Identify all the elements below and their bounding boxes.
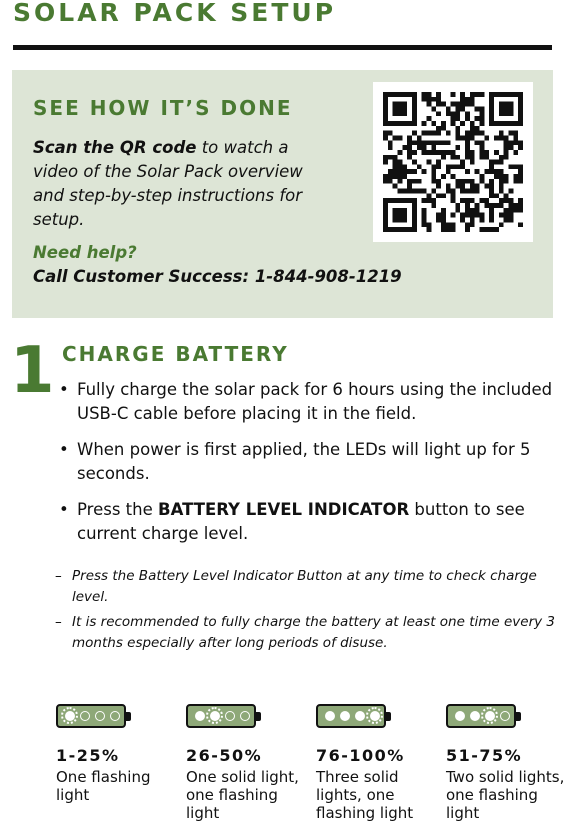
solid-led-icon: [455, 711, 465, 721]
list-item: [57, 378, 557, 426]
level-range: 76-100%: [316, 746, 405, 765]
customer-success-phone[interactable]: Call Customer Success: 1-844-908-1219: [33, 267, 402, 286]
bullet-text-post: button to see current charge level.: [77, 500, 525, 543]
off-led-icon: [500, 711, 510, 721]
note-item: – It is recommended to fully charge the battery at least one time every 3 months especially after long periods of disuse.: [55, 612, 560, 654]
solid-led-icon: [355, 711, 365, 721]
off-led-icon: [95, 711, 105, 721]
level-range: 51-75%: [446, 746, 523, 765]
flashing-led-icon: [210, 711, 220, 721]
scan-instructions-rest: to watch a video of the Solar Pack overview and step-by-step instructions for setup.: [33, 138, 303, 229]
list-item: [57, 498, 557, 546]
battery-cap: [256, 712, 261, 721]
list-item: [57, 438, 557, 486]
level-range: 1-25%: [56, 746, 120, 765]
level-description: One flashing light: [56, 768, 151, 804]
battery-icon: [186, 704, 256, 728]
battery-cap: [516, 712, 521, 721]
level-description: Three solid lights, one flashing light: [316, 768, 414, 822]
battery-cap: [386, 712, 391, 721]
battery-level-1-25: [56, 704, 181, 804]
qr-code-graphic: [383, 92, 523, 232]
solid-led-icon: [340, 711, 350, 721]
solid-led-icon: [195, 711, 205, 721]
step-number: 1: [10, 334, 55, 408]
title-divider: [13, 45, 552, 50]
battery-icon: [316, 704, 386, 728]
off-led-icon: [240, 711, 250, 721]
off-led-icon: [225, 711, 235, 721]
battery-icon: [446, 704, 516, 728]
battery-level-51-75: [446, 704, 571, 822]
flashing-led-icon: [485, 711, 495, 721]
solid-led-icon: [325, 711, 335, 721]
video-help-panel: [12, 70, 553, 318]
qr-code-icon[interactable]: [373, 82, 533, 242]
scan-instructions: [33, 136, 323, 232]
battery-level-legend: [0, 704, 577, 828]
battery-level-indicator-label: BATTERY LEVEL INDICATOR: [158, 500, 410, 519]
help-contact: [33, 241, 402, 289]
battery-cap: [126, 712, 131, 721]
level-description: Two solid lights, one flashing light: [446, 768, 565, 822]
bullet-text-pre: Press the: [77, 500, 158, 519]
step-heading: CHARGE BATTERY: [62, 342, 289, 366]
charge-instructions-list: [57, 378, 557, 558]
charge-notes-list: [55, 566, 560, 658]
battery-icon: [56, 704, 126, 728]
bullet-text: When power is first applied, the LEDs will light up for 5 seconds.: [77, 440, 531, 483]
battery-level-76-100: [316, 704, 441, 822]
note-item: – Press the Battery Level Indicator Button at any time to check charge level.: [55, 566, 560, 608]
flashing-led-icon: [370, 711, 380, 721]
level-description: One solid light, one flashing light: [186, 768, 299, 822]
bullet-text: Fully charge the solar pack for 6 hours using the included USB-C cable before placing it in the field.: [77, 380, 553, 423]
page-title: SOLAR PACK SETUP: [13, 0, 337, 27]
off-led-icon: [110, 711, 120, 721]
need-help-label: Need help?: [33, 243, 137, 262]
battery-level-26-50: [186, 704, 311, 822]
scan-instructions-bold: Scan the QR code: [33, 138, 197, 157]
panel-heading: SEE HOW IT’S DONE: [33, 96, 293, 120]
solid-led-icon: [470, 711, 480, 721]
flashing-led-icon: [65, 711, 75, 721]
off-led-icon: [80, 711, 90, 721]
level-range: 26-50%: [186, 746, 263, 765]
